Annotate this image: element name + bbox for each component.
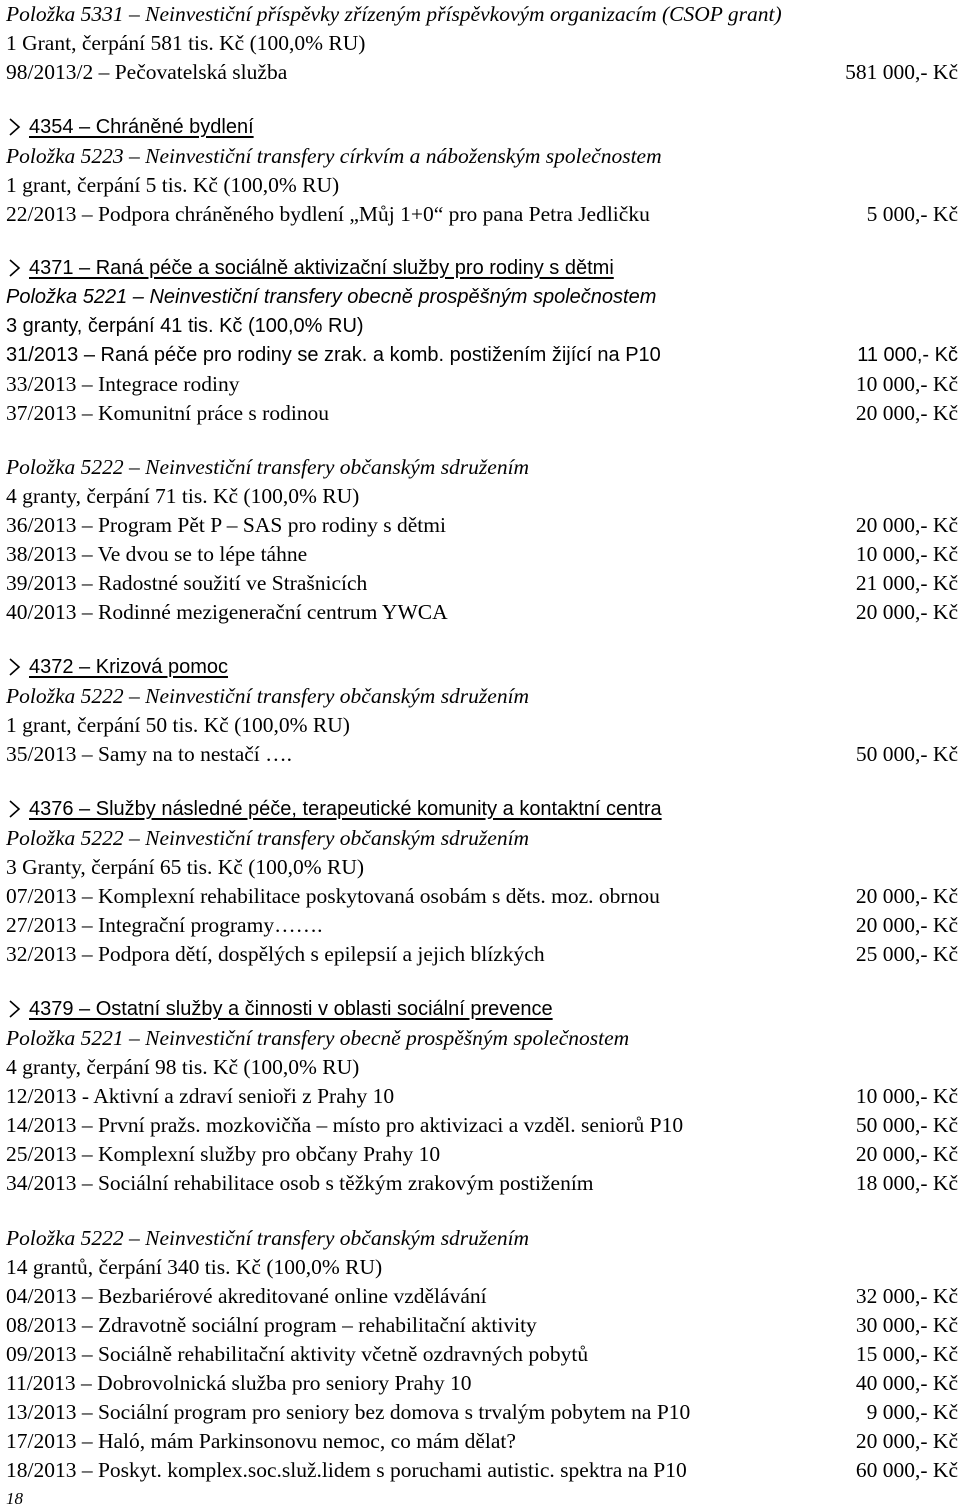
grant-amount: 10 000,- Kč bbox=[855, 372, 958, 396]
grant-row: 27/2013 – Integrační programy……. 20 000,- Kč bbox=[6, 911, 958, 940]
grant-amount: 20 000,- Kč bbox=[855, 513, 958, 537]
grant-amount: 15 000,- Kč bbox=[855, 1342, 958, 1366]
item-title: Položka 5331 – Neinvestiční příspěvky zřízeným příspěvkovým organizacím (CSOP grant) bbox=[6, 2, 782, 26]
grant-summary: 14 grantů, čerpání 340 tis. Kč (100,0% RU) bbox=[6, 1255, 383, 1279]
grant-summary: 1 grant, čerpání 50 tis. Kč (100,0% RU) bbox=[6, 713, 350, 737]
grant-amount: 50 000,- Kč bbox=[855, 742, 958, 766]
grant-row: 17/2013 – Haló, mám Parkinsonovu nemoc, co mám dělat? 20 000,- Kč bbox=[6, 1427, 958, 1456]
grant-summary: 3 Granty, čerpání 65 tis. Kč (100,0% RU) bbox=[6, 855, 365, 879]
grant-row: 07/2013 – Komplexní rehabilitace poskytovaná osobám s děts. moz. obrnou 20 000,- Kč bbox=[6, 882, 958, 911]
grant-summary: 4 granty, čerpání 98 tis. Kč (100,0% RU) bbox=[6, 1055, 360, 1079]
section-heading: 4372 – Krizová pomoc bbox=[6, 653, 958, 682]
grant-row: 09/2013 – Sociálně rehabilitační aktivity včetně ozdravných pobytů 15 000,- Kč bbox=[6, 1340, 958, 1369]
item-title: Položka 5221 – Neinvestiční transfery obecně prospěšným společnostem bbox=[6, 286, 657, 308]
grant-amount: 20 000,- Kč bbox=[855, 401, 958, 425]
grant-summary: 1 grant, čerpání 5 tis. Kč (100,0% RU) bbox=[6, 173, 340, 197]
grant-amount: 18 000,- Kč bbox=[855, 1171, 958, 1195]
grant-amount: 10 000,- Kč bbox=[855, 542, 958, 566]
grant-row: 34/2013 – Sociální rehabilitace osob s těžkým zrakovým postižením 18 000,- Kč bbox=[6, 1169, 958, 1198]
grant-row: 32/2013 – Podpora dětí, dospělých s epilepsií a jejich blízkých 25 000,- Kč bbox=[6, 940, 958, 969]
grant-summary: 1 Grant, čerpání 581 tis. Kč (100,0% RU) bbox=[6, 31, 366, 55]
grant-row: 33/2013 – Integrace rodiny 10 000,- Kč bbox=[6, 370, 958, 399]
grant-amount: 20 000,- Kč bbox=[855, 913, 958, 937]
grant-amount: 21 000,- Kč bbox=[855, 571, 958, 595]
grant-amount: 30 000,- Kč bbox=[855, 1313, 958, 1337]
page-number: 18 bbox=[6, 1489, 23, 1508]
grant-amount: 32 000,- Kč bbox=[855, 1284, 958, 1308]
arrow-bullet-icon bbox=[8, 999, 21, 1019]
grant-amount: 9 000,- Kč bbox=[866, 1400, 958, 1424]
grant-amount: 20 000,- Kč bbox=[855, 884, 958, 908]
arrow-bullet-icon bbox=[8, 258, 21, 278]
grant-amount: 581 000,- Kč bbox=[845, 60, 958, 84]
grant-row: 98/2013/2 – Pečovatelská služba 581 000,- Kč bbox=[6, 58, 958, 87]
item-title: Položka 5222 – Neinvestiční transfery občanským sdružením bbox=[6, 1226, 530, 1250]
item-title: Položka 5222 – Neinvestiční transfery občanským sdružením bbox=[6, 455, 530, 479]
grant-row: 18/2013 – Poskyt. komplex.soc.služ.lidem s poruchami autistic. spektra na P10 60 000,- Kč bbox=[6, 1456, 958, 1485]
arrow-bullet-icon bbox=[8, 657, 21, 677]
grant-summary: 3 granty, čerpání 41 tis. Kč (100,0% RU) bbox=[6, 315, 364, 337]
grant-amount: 50 000,- Kč bbox=[855, 1113, 958, 1137]
grant-row: 08/2013 – Zdravotně sociální program – rehabilitační aktivity 30 000,- Kč bbox=[6, 1311, 958, 1340]
grant-amount: 11 000,- Kč bbox=[857, 344, 958, 366]
item-title: Položka 5222 – Neinvestiční transfery občanským sdružením bbox=[6, 684, 530, 708]
grant-summary: 4 granty, čerpání 71 tis. Kč (100,0% RU) bbox=[6, 484, 360, 508]
grant-amount: 25 000,- Kč bbox=[855, 942, 958, 966]
grant-amount: 20 000,- Kč bbox=[855, 1429, 958, 1453]
grant-row: 12/2013 - Aktivní a zdraví senioři z Prahy 10 10 000,- Kč bbox=[6, 1082, 958, 1111]
section-heading: 4354 – Chráněné bydlení bbox=[6, 113, 958, 142]
grant-row: 39/2013 – Radostné soužití ve Strašnicích 21 000,- Kč bbox=[6, 569, 958, 598]
grant-row: 38/2013 – Ve dvou se to lépe táhne 10 000,- Kč bbox=[6, 540, 958, 569]
grant-row: 22/2013 – Podpora chráněného bydlení „Můj 1+0“ pro pana Petra Jedličku 5 000,- Kč bbox=[6, 200, 958, 229]
grant-amount: 60 000,- Kč bbox=[855, 1458, 958, 1482]
grant-row: 14/2013 – První pražs. mozkovičňa – místo pro aktivizaci a vzděl. seniorů P10 50 000,- Kč bbox=[6, 1111, 958, 1140]
grant-row: 11/2013 – Dobrovolnická služba pro seniory Prahy 10 40 000,- Kč bbox=[6, 1369, 958, 1398]
item-title: Položka 5223 – Neinvestiční transfery církvím a náboženským společnostem bbox=[6, 144, 662, 168]
section-heading: 4371 – Raná péče a sociálně aktivizační služby pro rodiny s dětmi bbox=[6, 254, 958, 283]
arrow-bullet-icon bbox=[8, 799, 21, 819]
grant-amount: 20 000,- Kč bbox=[855, 600, 958, 624]
arrow-bullet-icon bbox=[8, 117, 21, 137]
grant-row: 31/2013 – Raná péče pro rodiny se zrak. a komb. postižením žijící na P10 11 000,- Kč bbox=[6, 341, 958, 370]
grant-row: 04/2013 – Bezbariérové akreditované online vzdělávání 32 000,- Kč bbox=[6, 1282, 958, 1311]
grant-row: 13/2013 – Sociální program pro seniory bez domova s trvalým pobytem na P10 9 000,- Kč bbox=[6, 1398, 958, 1427]
grant-row: 25/2013 – Komplexní služby pro občany Prahy 10 20 000,- Kč bbox=[6, 1140, 958, 1169]
section-heading: 4379 – Ostatní služby a činnosti v oblasti sociální prevence bbox=[6, 995, 958, 1024]
grant-amount: 5 000,- Kč bbox=[866, 202, 958, 226]
item-title: Položka 5222 – Neinvestiční transfery občanským sdružením bbox=[6, 826, 530, 850]
grant-row: 40/2013 – Rodinné mezigenerační centrum YWCA 20 000,- Kč bbox=[6, 598, 958, 627]
section-heading: 4376 – Služby následné péče, terapeutické komunity a kontaktní centra bbox=[6, 795, 958, 824]
grant-row: 37/2013 – Komunitní práce s rodinou 20 000,- Kč bbox=[6, 399, 958, 428]
grant-amount: 10 000,- Kč bbox=[855, 1084, 958, 1108]
grant-amount: 40 000,- Kč bbox=[855, 1371, 958, 1395]
grant-amount: 20 000,- Kč bbox=[855, 1142, 958, 1166]
grant-row: 36/2013 – Program Pět P – SAS pro rodiny s dětmi 20 000,- Kč bbox=[6, 511, 958, 540]
grant-row: 35/2013 – Samy na to nestačí …. 50 000,- Kč bbox=[6, 740, 958, 769]
item-title: Položka 5221 – Neinvestiční transfery obecně prospěšným společnostem bbox=[6, 1026, 630, 1050]
